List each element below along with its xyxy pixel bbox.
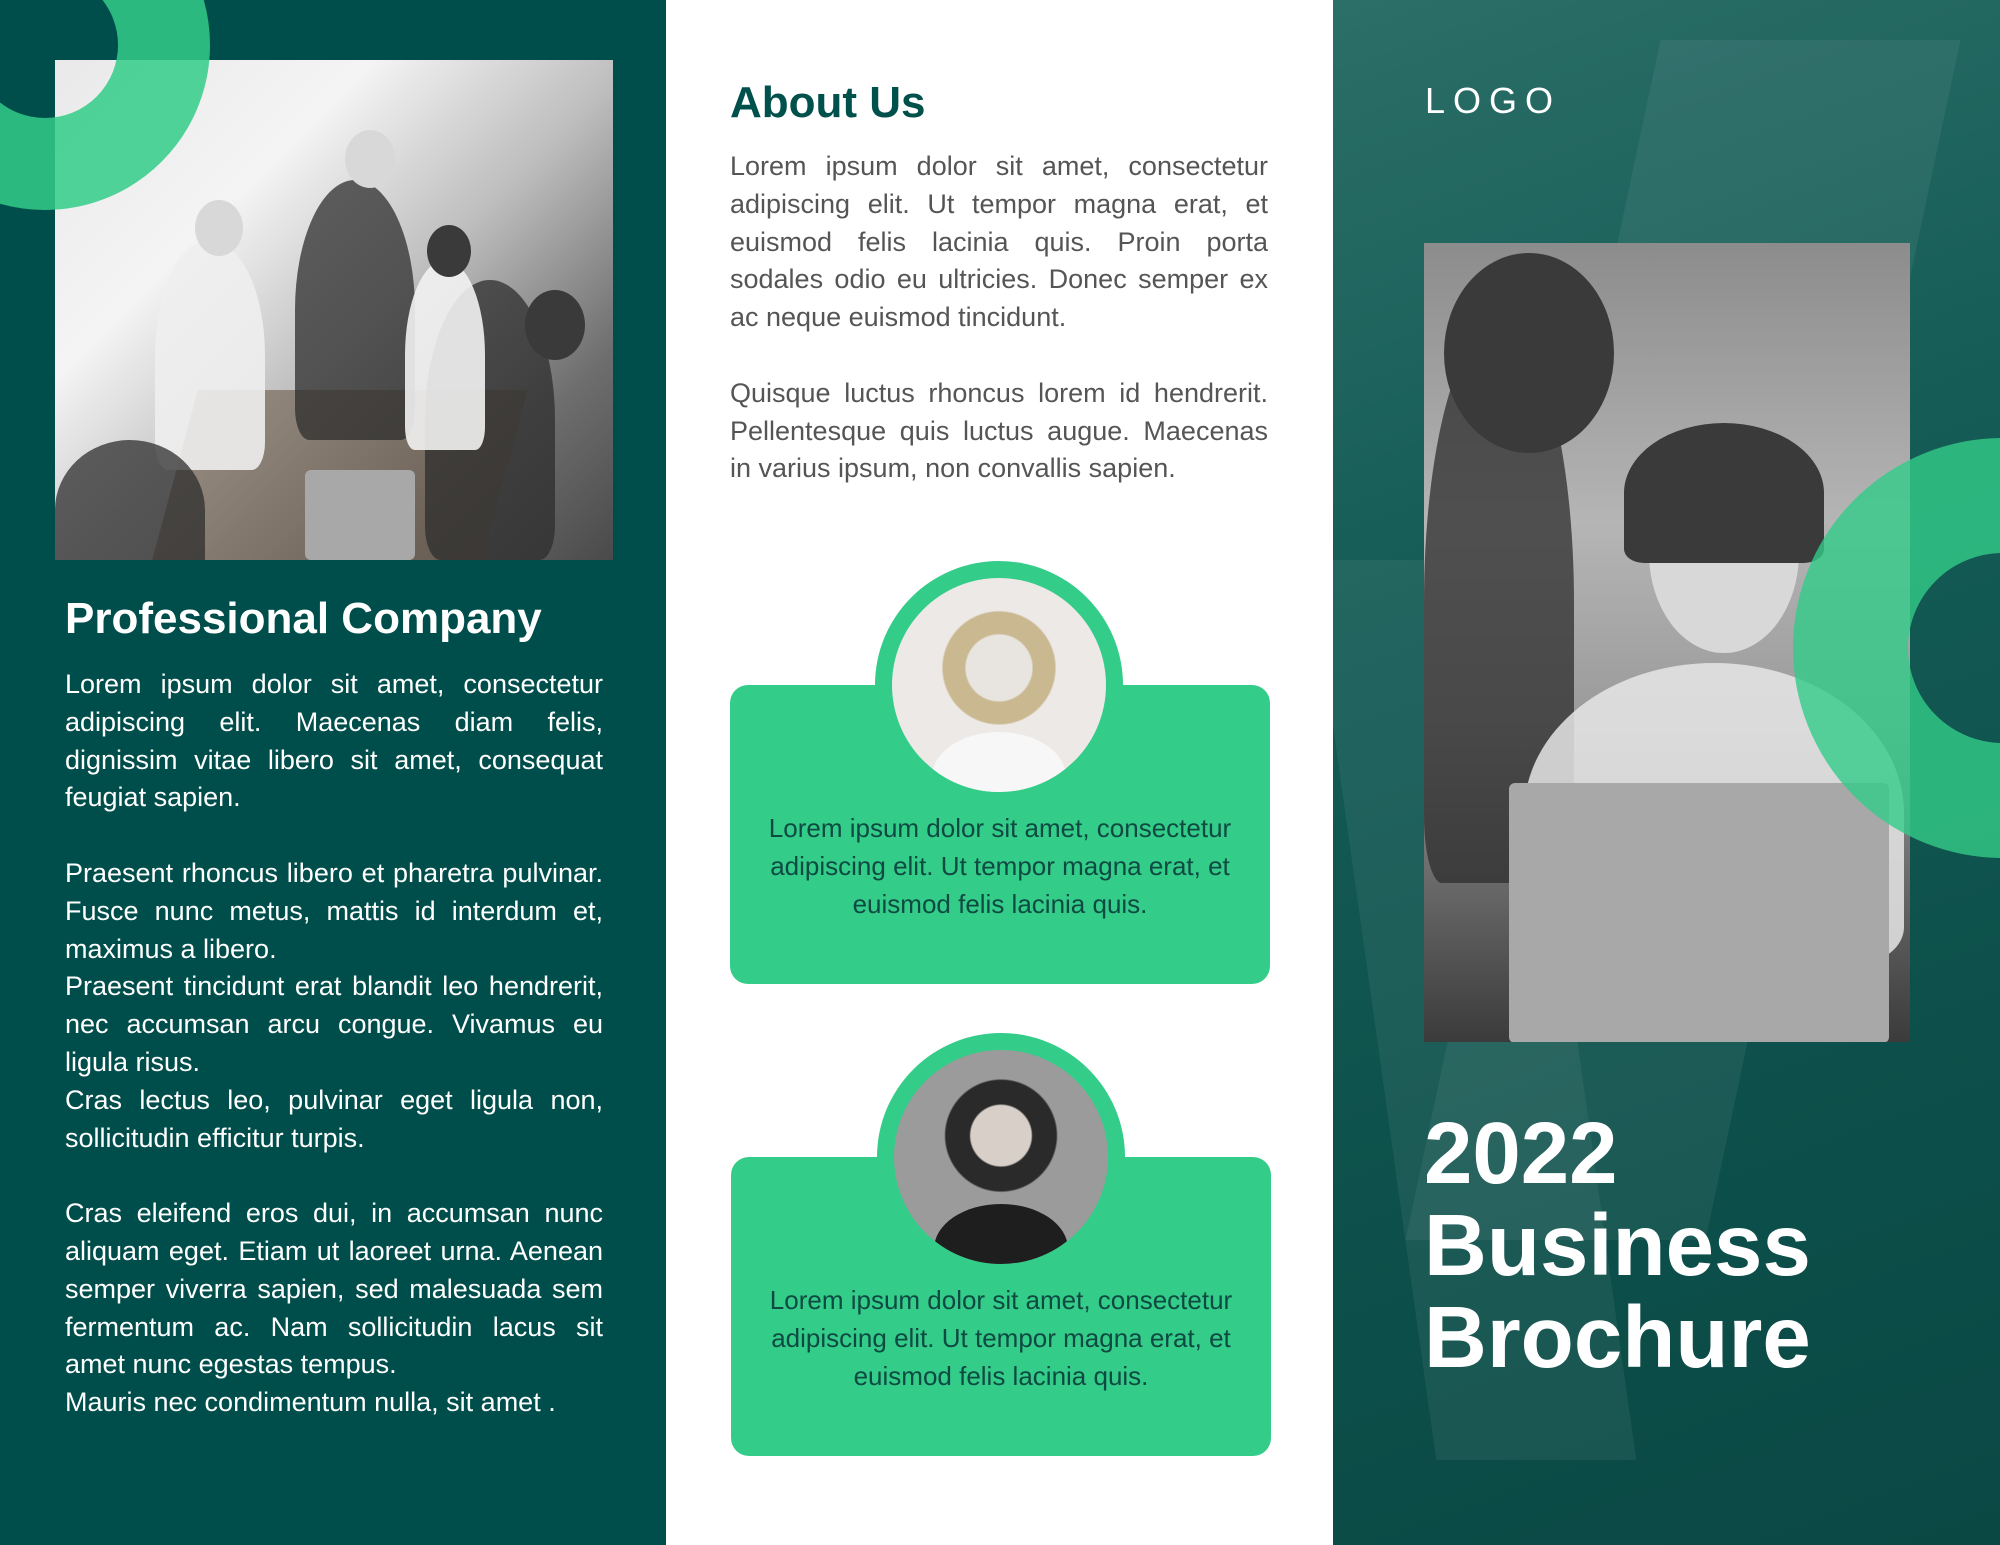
- paragraph: Cras eleifend eros dui, in accumsan nunc aliquam eget. Etiam ut laoreet urna. Aenean semper viverra sapien, sed malesuada sem fermentum ac. Nam sollicitudin lacus sit amet nunc egestas tempus.: [65, 1198, 603, 1380]
- card-text: Lorem ipsum dolor sit amet, consectetur adipiscing elit. Ut tempor magna erat, et euismod felis lacinia quis.: [769, 1285, 1233, 1391]
- left-panel: [0, 0, 666, 1545]
- cover-title-line: Business: [1424, 1197, 1811, 1294]
- section-heading: Professional Company: [65, 594, 542, 643]
- cover-title: [1424, 1105, 1811, 1386]
- left-body-text: [65, 666, 603, 1422]
- paragraph: Lorem ipsum dolor sit amet, consectetur adipiscing elit. Maecenas diam felis, dignissim vitae libero sit amet, consequat feugiat sapien.: [65, 669, 603, 813]
- about-body-text: [730, 148, 1268, 488]
- avatar: [894, 1050, 1108, 1264]
- paragraph: Mauris nec condimentum nulla, sit amet .: [65, 1387, 556, 1418]
- cover-title-line: Brochure: [1424, 1289, 1811, 1386]
- avatar: [892, 578, 1106, 792]
- card-text: Lorem ipsum dolor sit amet, consectetur adipiscing elit. Ut tempor magna erat, et euismod felis lacinia quis.: [768, 813, 1232, 919]
- paragraph: Praesent tincidunt erat blandit leo hendrerit, nec accumsan arcu congue. Vivamus eu ligula risus.: [65, 971, 603, 1077]
- avatar-frame: [877, 1033, 1125, 1281]
- cover-title-line: 2022: [1424, 1105, 1618, 1202]
- logo-placeholder: LOGO: [1425, 80, 1562, 121]
- paragraph: Quisque luctus rhoncus lorem id hendrerit. Pellentesque quis luctus augue. Maecenas in varius ipsum, non convallis sapien.: [730, 377, 1268, 484]
- middle-panel: [666, 0, 1333, 1545]
- paragraph: Praesent rhoncus libero et pharetra pulvinar. Fusce nunc metus, mattis id interdum et, maximus a libero.: [65, 857, 603, 964]
- avatar-frame: [875, 561, 1123, 809]
- cover-panel: [1333, 0, 2000, 1545]
- about-us-heading: About Us: [730, 78, 926, 127]
- paragraph: Cras lectus leo, pulvinar eget ligula non, sollicitudin efficitur turpis.: [65, 1084, 603, 1153]
- paragraph: Lorem ipsum dolor sit amet, consectetur adipiscing elit. Ut tempor magna erat, et euismod felis lacinia quis. Proin porta sodales odio eu ultricies. Donec semper ex ac neque euismod tincidunt.: [730, 151, 1268, 333]
